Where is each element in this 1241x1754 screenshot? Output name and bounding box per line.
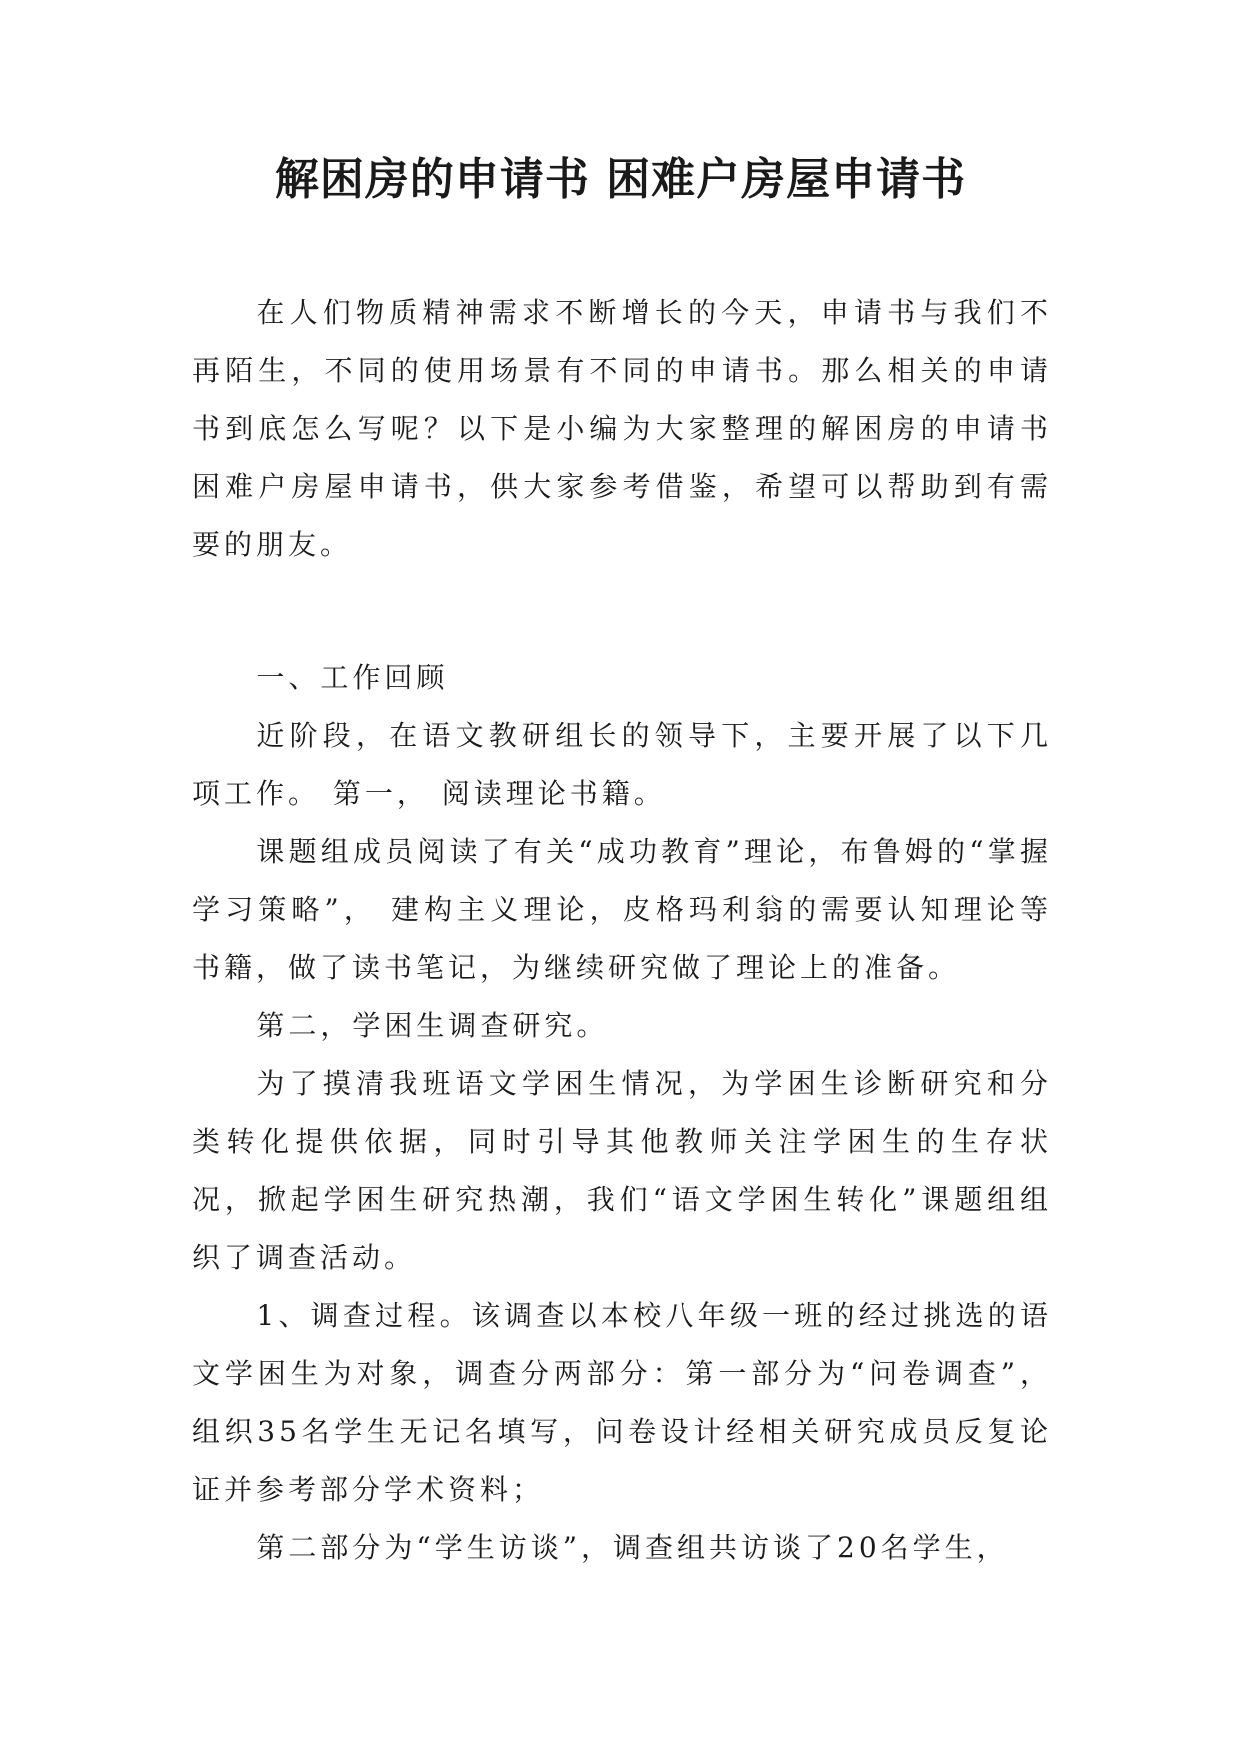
- section-heading: 一、工作回顾: [256, 661, 449, 694]
- body-paragraph: 为了摸清我班语文学困生情况，为学困生诊断研究和分类转化提供依据，同时引导其他教师关注学困生的生存状况，掀起学困生研究热潮，我们“语文学困生转化”课题组组织了调查活动。: [192, 1067, 1052, 1274]
- body-paragraph: 第二，学困生调查研究。: [256, 1009, 609, 1042]
- section-spacer: [192, 574, 1052, 649]
- body-paragraph: 1、调查过程。该调查以本校八年级一班的经过挑选的语文学困生为对象，调查分两部分：第一部分为“问卷调查”，组织35名学生无记名填写，问卷设计经相关研究成员反复论证并参考部分学术资料；: [192, 1299, 1052, 1506]
- intro-paragraph: 在人们物质精神需求不断增长的今天，申请书与我们不再陌生，不同的使用场景有不同的申请书。那么相关的申请书到底怎么写呢？以下是小编为大家整理的解困房的申请书 困难户房屋申请书，供大家参考借鉴，希望可以帮助到有需要的朋友。: [192, 296, 1052, 561]
- body-paragraph: 近阶段，在语文教研组长的领导下，主要开展了以下几项工作。 第一， 阅读理论书籍。: [192, 719, 1052, 810]
- body-paragraph: 课题组成员阅读了有关“成功教育”理论，布鲁姆的“掌握学习策略”， 建构主义理论，皮格玛利翁的需要认知理论等书籍，做了读书笔记，为继续研究做了理论上的准备。: [192, 835, 1052, 984]
- document-title: 解困房的申请书 困难户房屋申请书: [274, 154, 967, 205]
- document-body: [192, 284, 1052, 1577]
- body-paragraph: 第二部分为“学生访谈”，调查组共访谈了20名学生，: [256, 1531, 1009, 1564]
